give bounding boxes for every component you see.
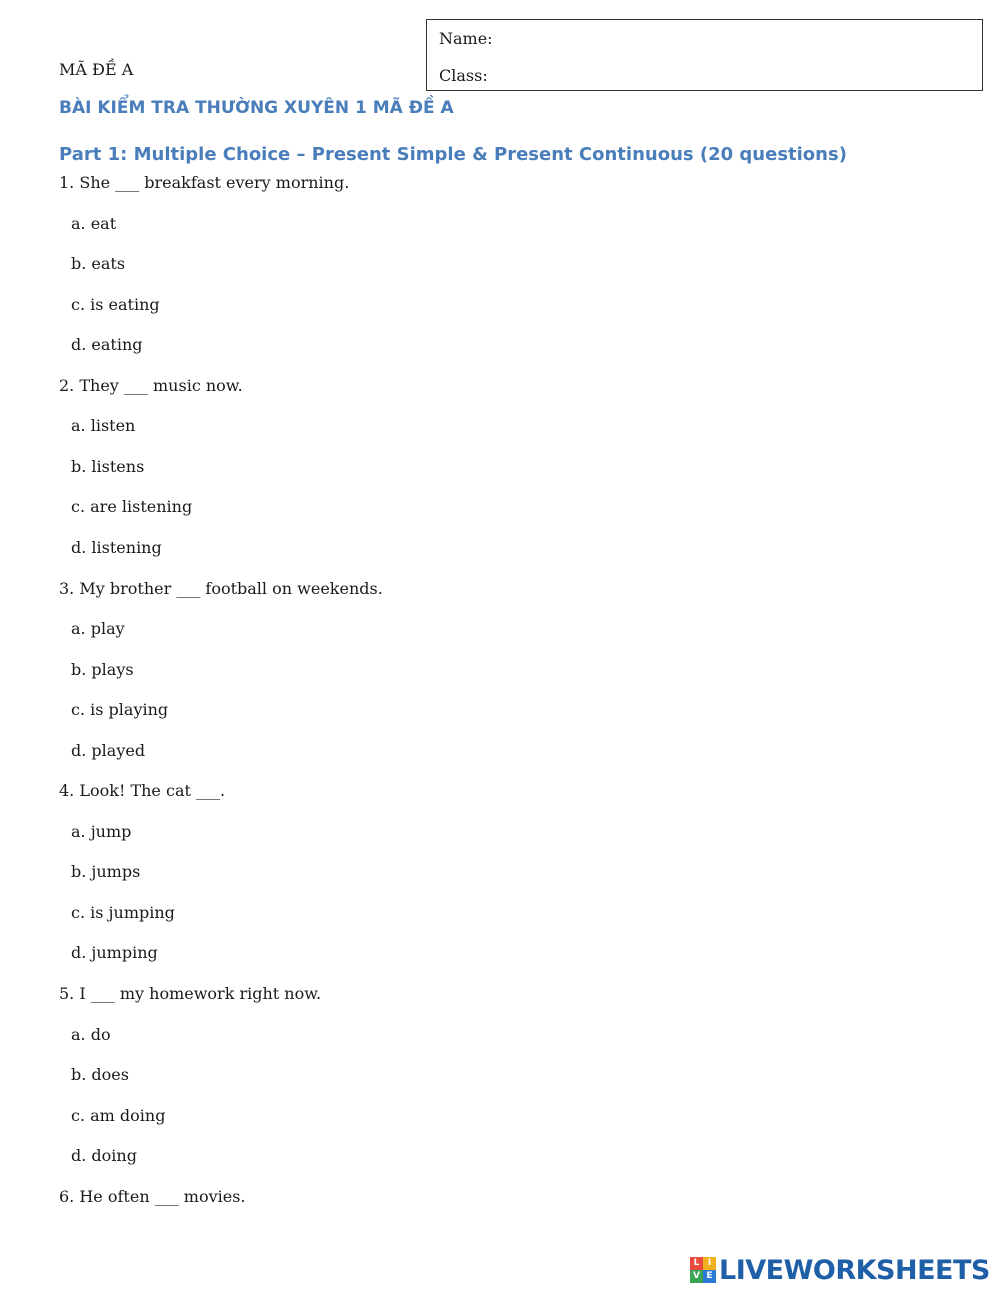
question-4-option-b[interactable]: b. jumps [71, 862, 141, 882]
page-title: BÀI KIỂM TRA THƯỜNG XUYÊN 1 MÃ ĐỀ A [59, 98, 454, 118]
question-1-option-c[interactable]: c. is eating [71, 294, 160, 314]
question-4-option-c[interactable]: c. is jumping [71, 902, 175, 922]
question-4-option-d[interactable]: d. jumping [71, 943, 158, 963]
question-2: 2. They ___ music now. [59, 375, 243, 395]
exam-code: MÃ ĐỀ A [59, 60, 134, 79]
logo-text: LIVEWORKSHEETS [719, 1254, 990, 1286]
question-3-option-d[interactable]: d. played [71, 740, 146, 760]
question-3-option-c[interactable]: c. is playing [71, 700, 169, 720]
question-1-option-a[interactable]: a. eat [71, 213, 117, 233]
question-4-option-a[interactable]: a. jump [71, 821, 132, 841]
part1-heading: Part 1: Multiple Choice – Present Simple & Present Continuous (20 questions) [59, 144, 847, 165]
question-6: 6. He often ___ movies. [59, 1186, 246, 1206]
logo-mark-tile: V [690, 1270, 703, 1283]
liveworksheets-logo-icon [690, 1257, 716, 1283]
question-1: 1. She ___ breakfast every morning. [59, 173, 350, 192]
question-5-option-c[interactable]: c. am doing [71, 1105, 166, 1125]
question-5-option-a[interactable]: a. do [71, 1024, 111, 1044]
question-5-option-b[interactable]: b. does [71, 1065, 129, 1085]
question-4: 4. Look! The cat ___. [59, 781, 226, 801]
question-2-option-d[interactable]: d. listening [71, 537, 162, 557]
logo-mark-tile: I [703, 1257, 716, 1270]
question-3-option-b[interactable]: b. plays [71, 659, 134, 679]
question-2-option-a[interactable]: a. listen [71, 416, 136, 436]
logo-mark-tile: E [703, 1270, 716, 1283]
name-label: Name: [439, 29, 493, 48]
question-5: 5. I ___ my homework right now. [59, 984, 322, 1003]
class-label: Class: [439, 66, 488, 85]
liveworksheets-logo [690, 1253, 990, 1287]
question-2-option-c[interactable]: c. are listening [71, 497, 193, 517]
question-1-option-d[interactable]: d. eating [71, 335, 143, 355]
question-1-option-b[interactable]: b. eats [71, 254, 126, 274]
question-5-option-d[interactable]: d. doing [71, 1146, 137, 1166]
logo-mark-tile: L [690, 1257, 703, 1270]
question-3: 3. My brother ___ football on weekends. [59, 578, 383, 598]
question-2-option-b[interactable]: b. listens [71, 456, 145, 476]
name-class-box [426, 19, 983, 91]
question-3-option-a[interactable]: a. play [71, 619, 125, 639]
